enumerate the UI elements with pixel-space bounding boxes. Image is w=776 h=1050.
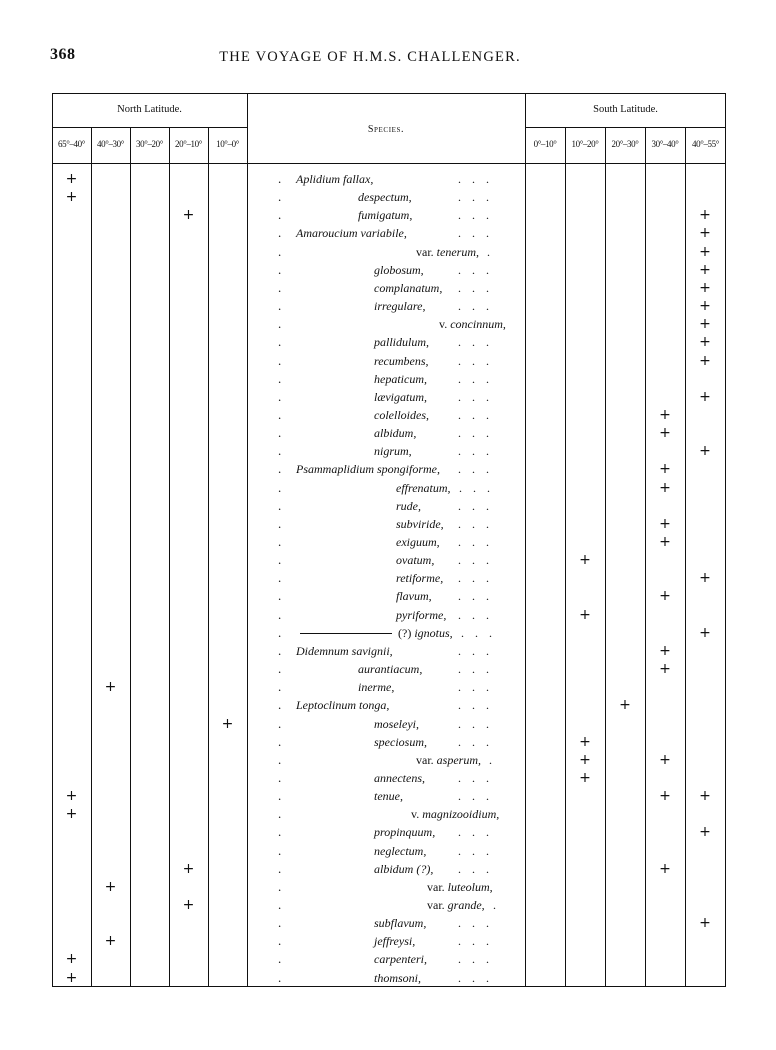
presence-mark-south: + [659, 515, 671, 532]
table-row [0, 570, 776, 588]
presence-mark-south: + [659, 588, 671, 605]
presence-mark-north: + [182, 207, 195, 224]
presence-mark-south: + [659, 661, 671, 678]
leader-dots: . [489, 752, 503, 767]
presence-mark-north: + [104, 878, 117, 895]
leader-dot: . [278, 261, 282, 277]
species-name-text: luteolum, [447, 879, 493, 894]
leader-dot: . [278, 951, 282, 967]
table-row [0, 697, 776, 715]
table-row [0, 933, 776, 951]
presence-mark-south: + [579, 769, 591, 786]
table-row [0, 298, 776, 316]
presence-mark-south: + [699, 388, 711, 405]
leader-dots: . [487, 244, 501, 259]
species-name-text: neglectum, [374, 843, 427, 858]
table-row [0, 244, 776, 262]
species-name [374, 335, 429, 350]
north-column-header: 30°–20° [136, 139, 163, 149]
species-name [374, 372, 427, 387]
table-row [0, 643, 776, 661]
leader-dot: . [278, 406, 282, 422]
leader-dots: ... [458, 262, 500, 277]
presence-mark-south: + [699, 352, 711, 369]
species-name [374, 390, 427, 405]
species-name [300, 626, 453, 641]
species-name [396, 517, 444, 532]
species-name-text: irregulare, [374, 299, 426, 314]
presence-mark-south: + [699, 824, 711, 841]
leader-dots: ... [458, 553, 500, 568]
species-header: Species. [367, 124, 405, 135]
species-prefix: var. [427, 879, 445, 894]
table-row [0, 970, 776, 988]
species-name [358, 190, 412, 205]
leader-dot: . [278, 243, 282, 259]
leader-dots: ... [458, 662, 500, 677]
leader-dots: ... [458, 444, 500, 459]
species-name [416, 753, 481, 768]
leader-dots: ... [458, 916, 500, 931]
presence-mark-south: + [659, 425, 671, 442]
presence-mark-south: + [579, 751, 591, 768]
species-name [396, 499, 421, 514]
table-row [0, 280, 776, 298]
presence-mark-north: + [65, 788, 78, 805]
presence-mark-north: + [182, 860, 195, 877]
north-group-rule [52, 127, 247, 128]
leader-dot: . [278, 370, 282, 386]
species-name-text: flavum, [396, 589, 432, 604]
species-name-text: pyriforme, [396, 607, 447, 622]
table-row [0, 806, 776, 824]
species-name [374, 263, 424, 278]
presence-mark-south: + [659, 406, 671, 423]
table-row [0, 443, 776, 461]
presence-mark-south: + [699, 225, 711, 242]
leader-dots: . [493, 898, 507, 912]
leader-dots: ... [458, 280, 500, 295]
species-name [374, 299, 425, 314]
table-row [0, 334, 776, 352]
leader-dots: ... [458, 770, 500, 785]
species-name [396, 535, 440, 550]
presence-mark-south: + [699, 261, 711, 278]
table-row [0, 353, 776, 371]
leader-dot: . [278, 279, 282, 295]
leader-dot: . [278, 334, 282, 350]
presence-mark-south: + [659, 479, 671, 496]
table-row [0, 262, 776, 280]
presence-mark-south: + [659, 461, 671, 478]
table-row [0, 480, 776, 498]
leader-dot: . [278, 352, 282, 368]
table-row [0, 752, 776, 770]
leader-dots: ... [458, 607, 500, 622]
leader-dots: ... [458, 825, 500, 840]
north-column-header: 65°–40° [58, 139, 85, 149]
table-row [0, 407, 776, 425]
north-column-header: 10°–0° [216, 139, 239, 149]
table-row [0, 207, 776, 225]
species-name [411, 807, 499, 822]
presence-mark-north: + [65, 806, 78, 823]
north-column-header: 40°–30° [97, 139, 124, 149]
leader-dots: ... [458, 970, 500, 985]
presence-mark-south: + [699, 298, 711, 315]
leader-dots: ... [458, 426, 500, 441]
table-top-rule [52, 93, 726, 94]
species-name-text: thomsoni, [374, 970, 422, 985]
north-column-header: 20°–10° [175, 139, 202, 149]
table-row [0, 824, 776, 842]
species-prefix: var. [427, 898, 445, 912]
leader-dot: . [278, 679, 282, 695]
leader-dot: . [278, 534, 282, 549]
leader-dot: . [278, 806, 282, 822]
leader-dot: . [278, 425, 282, 441]
leader-dot: . [278, 570, 282, 586]
leader-dots: ... [458, 226, 500, 241]
leader-dot: . [278, 207, 282, 223]
species-name [374, 354, 429, 369]
presence-mark-south: + [659, 751, 671, 768]
leader-dots: ... [458, 299, 500, 314]
species-name-text: hepaticum, [374, 371, 427, 386]
leader-dots: ... [459, 480, 501, 495]
presence-mark-north: + [182, 897, 195, 913]
species-name-text: colelloides, [374, 407, 429, 422]
species-name-text: Aplidium fallax, [296, 172, 374, 186]
leader-dots: ... [458, 643, 500, 658]
leader-dots: ... [458, 571, 500, 586]
species-name-text: globosum, [374, 262, 424, 277]
presence-mark-north: + [65, 969, 78, 986]
table-row [0, 716, 776, 734]
leader-dots: ... [458, 172, 500, 186]
species-name [296, 698, 389, 713]
species-name-text: concinnum, [450, 317, 506, 332]
south-column-header: 10°–20° [571, 139, 599, 149]
table-row [0, 734, 776, 752]
table-row [0, 225, 776, 243]
species-name [374, 408, 429, 423]
leader-dot: . [278, 933, 282, 949]
table-row [0, 625, 776, 643]
species-name [374, 281, 442, 296]
table-row [0, 607, 776, 625]
species-name [296, 644, 393, 659]
leader-dot: . [278, 189, 282, 205]
species-name-text: magnizooidium, [422, 807, 500, 822]
table-row [0, 371, 776, 389]
leader-dot: . [278, 769, 282, 785]
south-column-header: 20°–30° [611, 139, 639, 149]
species-name [358, 208, 412, 223]
leader-dot: . [278, 443, 282, 459]
leader-dot: . [278, 642, 282, 658]
species-name-text: Leptoclinum tonga, [296, 698, 390, 713]
leader-dots: ... [458, 680, 500, 695]
species-name-text: albidum, [374, 426, 417, 441]
leader-dot: . [278, 878, 282, 894]
species-name [374, 444, 412, 459]
species-name-text: lævigatum, [374, 389, 427, 404]
table-row [0, 879, 776, 897]
leader-dots: ... [458, 407, 500, 422]
running-title: THE VOYAGE OF H.M.S. CHALLENGER. [219, 49, 521, 65]
presence-mark-south: + [699, 316, 711, 333]
species-name [374, 717, 419, 732]
species-name [416, 245, 479, 260]
leader-dots: ... [458, 589, 500, 604]
species-name [427, 880, 493, 895]
species-name [374, 426, 416, 441]
species-name-text: Didemnum savignii, [296, 643, 393, 658]
leader-dots: ... [458, 190, 500, 205]
leader-dots: ... [458, 389, 500, 404]
leader-dot: . [278, 479, 282, 495]
leader-dot: . [278, 298, 282, 314]
species-name-text: jeffreysi, [374, 934, 416, 949]
leader-dots: ... [458, 716, 500, 731]
leader-dot: . [278, 897, 282, 912]
presence-mark-south: + [579, 606, 591, 623]
leader-dot: . [278, 588, 282, 604]
leader-dots: ... [458, 789, 500, 804]
species-name-text: albidum (?), [374, 861, 434, 876]
leader-dot: . [278, 171, 282, 186]
species-name [396, 608, 446, 623]
species-name-text: complanatum, [374, 280, 443, 295]
leader-dots: ... [458, 843, 500, 858]
species-name [374, 934, 415, 949]
presence-mark-south: + [699, 334, 711, 351]
presence-mark-south: + [699, 443, 711, 460]
species-name [396, 589, 432, 604]
species-prefix: var. [416, 752, 434, 767]
species-name [427, 898, 485, 913]
species-name-text: despectum, [358, 190, 412, 205]
table-row [0, 389, 776, 407]
leader-dots: ... [458, 861, 500, 876]
species-name [374, 952, 427, 967]
presence-mark-south: + [659, 642, 671, 659]
species-name-text: pallidulum, [374, 335, 430, 350]
species-name-text: effrenatum, [396, 480, 451, 495]
species-name-text: exiguum, [396, 535, 440, 549]
presence-mark-north: + [65, 171, 78, 187]
species-name-text: fumigatum, [358, 208, 413, 223]
south-column-header: 0°–10° [533, 139, 557, 149]
species-name-text: Amaroucium variabile, [296, 226, 407, 241]
species-name [296, 172, 373, 187]
page-number: 368 [50, 46, 76, 63]
leader-dot: . [278, 316, 282, 332]
species-name [439, 317, 506, 332]
leader-dot: . [278, 606, 282, 622]
species-name-text: ovatum, [396, 553, 435, 568]
species-name [374, 825, 435, 840]
table-row [0, 897, 776, 915]
presence-mark-south: + [699, 788, 711, 805]
ditto-rule [300, 633, 392, 634]
leader-dots: ... [458, 353, 500, 368]
presence-mark-south: + [699, 624, 711, 641]
table-row [0, 588, 776, 606]
leader-dots: ... [458, 371, 500, 386]
species-name [396, 481, 451, 496]
south-group-rule [525, 127, 726, 128]
species-name-text: subviride, [396, 516, 444, 531]
species-prefix: v. [439, 317, 448, 332]
presence-mark-south: + [699, 570, 711, 587]
leader-dots: ... [458, 934, 500, 949]
leader-dot: . [278, 824, 282, 840]
species-name [374, 771, 425, 786]
species-name-text: subflavum, [374, 916, 427, 931]
table-row [0, 788, 776, 806]
species-name-text: tenerum, [436, 244, 479, 259]
species-name-text: nigrum, [374, 444, 412, 459]
species-name-text: Psammaplidium spongiforme, [296, 462, 440, 477]
leader-dot: . [278, 515, 282, 531]
leader-dot: . [278, 697, 282, 713]
table-row [0, 679, 776, 697]
table-row [0, 843, 776, 861]
leader-dots: ... [458, 516, 500, 531]
table-row [0, 171, 776, 189]
presence-mark-south: + [619, 697, 631, 714]
species-prefix: var. [416, 244, 434, 259]
table-row [0, 661, 776, 679]
species-name [358, 662, 422, 677]
species-name-text: retiforme, [396, 571, 444, 586]
leader-dot: . [278, 751, 282, 767]
table-row [0, 189, 776, 207]
presence-mark-north: + [104, 679, 117, 696]
south-column-header: 40°–55° [692, 139, 719, 149]
presence-mark-south: + [659, 534, 671, 550]
species-name-text: asperum, [436, 752, 482, 767]
leader-dots: ... [461, 625, 503, 640]
leader-dots: ... [458, 498, 500, 513]
species-name [296, 226, 407, 241]
table-row [0, 498, 776, 516]
table-row [0, 915, 776, 933]
table-row [0, 461, 776, 479]
species-name-text: grande, [447, 898, 485, 912]
south-latitude-header: South Latitude. [593, 104, 658, 115]
leader-dot: . [278, 969, 282, 985]
table-row [0, 861, 776, 879]
species-name [374, 844, 426, 859]
table-row [0, 534, 776, 552]
leader-dots: ... [458, 335, 500, 350]
species-name-text: aurantiacum, [358, 662, 423, 677]
leader-dot: . [278, 624, 282, 640]
table-row [0, 770, 776, 788]
species-name [374, 916, 426, 931]
leader-dot: . [278, 915, 282, 931]
north-latitude-header: North Latitude. [117, 104, 182, 115]
species-name-text: speciosum, [374, 734, 427, 749]
species-name [296, 462, 440, 477]
presence-mark-south: + [699, 243, 711, 260]
leader-dot: . [278, 842, 282, 858]
presence-mark-north: + [104, 933, 117, 950]
leader-dot: . [278, 788, 282, 804]
species-name [396, 571, 443, 586]
species-name-text: ignotus, [414, 625, 453, 640]
presence-mark-south: + [699, 279, 711, 296]
leader-dot: . [278, 715, 282, 731]
species-name-text: moseleyi, [374, 716, 419, 731]
presence-mark-south: + [579, 552, 591, 569]
species-name [358, 680, 394, 695]
presence-mark-north: + [221, 715, 234, 732]
leader-dots: ... [458, 698, 500, 713]
leader-dot: . [278, 225, 282, 241]
presence-mark-south: + [579, 733, 591, 750]
species-name [374, 735, 427, 750]
species-name-text: rude, [396, 498, 421, 513]
species-prefix: v. [411, 807, 420, 822]
species-name-text: propinquum, [374, 825, 436, 840]
table-row [0, 951, 776, 969]
species-name [396, 553, 434, 568]
presence-mark-north: + [65, 189, 78, 206]
presence-mark-south: + [659, 860, 671, 877]
species-name [374, 971, 421, 986]
species-name-text: carpenteri, [374, 952, 427, 967]
presence-mark-north: + [65, 951, 78, 968]
table-row [0, 552, 776, 570]
leader-dot: . [278, 461, 282, 477]
leader-dot: . [278, 552, 282, 568]
leader-dots: ... [458, 208, 500, 223]
species-name-text: tenue, [374, 789, 403, 804]
species-name-text: inerme, [358, 680, 395, 695]
leader-dots: ... [458, 952, 500, 967]
leader-dot: . [278, 388, 282, 404]
table-row [0, 516, 776, 534]
table-row [0, 425, 776, 443]
leader-dots: ... [458, 734, 500, 749]
presence-mark-south: + [659, 788, 671, 805]
leader-dot: . [278, 497, 282, 513]
leader-dot: . [278, 733, 282, 749]
table-row [0, 316, 776, 334]
presence-mark-south: + [699, 207, 711, 224]
south-column-header: 30°–40° [651, 139, 679, 149]
leader-dots: ... [458, 535, 500, 549]
header-bottom-rule [52, 163, 726, 164]
species-prefix: (?) [398, 625, 412, 640]
species-name [374, 862, 433, 877]
leader-dots: ... [458, 462, 500, 477]
leader-dot: . [278, 661, 282, 677]
leader-dot: . [278, 860, 282, 876]
species-name [374, 789, 403, 804]
presence-mark-south: + [699, 915, 711, 932]
species-name-text: recumbens, [374, 353, 429, 368]
species-name-text: annectens, [374, 770, 425, 785]
